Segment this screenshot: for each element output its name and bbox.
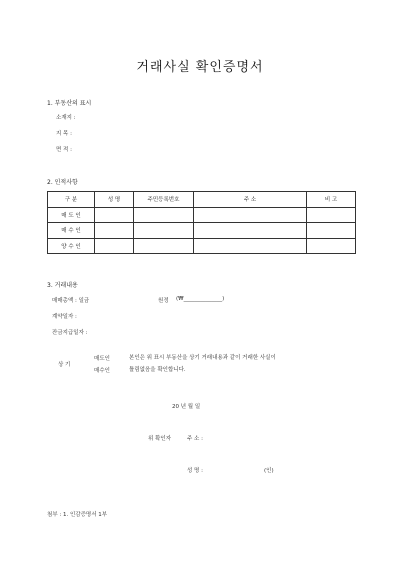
row-label-seller: 매 도 인 <box>48 207 95 223</box>
section1-heading: 1. 부동산의 표시 <box>47 100 92 107</box>
balance-date-field: 잔금지급일자 : <box>52 330 88 336</box>
confirmer-address: 주 소 : <box>187 436 203 442</box>
table-cell[interactable] <box>194 223 307 239</box>
header-address: 주 소 <box>194 192 307 208</box>
statement-seller: 매도인 <box>94 356 110 362</box>
land-category-field: 지 목 : <box>56 131 72 137</box>
table-cell[interactable] <box>134 238 194 254</box>
table-cell[interactable] <box>307 207 356 223</box>
section3-heading: 3. 거래내용 <box>47 282 78 289</box>
table-cell[interactable] <box>134 223 194 239</box>
parties-table <box>47 191 356 254</box>
table-cell[interactable] <box>95 238 134 254</box>
section2-heading: 2. 인적사항 <box>47 179 78 186</box>
statement-line1: 본인은 위 표시 부동산을 상기 거래내용과 같이 거래한 사실이 <box>129 355 276 361</box>
table-cell[interactable] <box>95 207 134 223</box>
amount-paren: (₩______________) <box>176 296 225 302</box>
row-label-buyer: 매 수 인 <box>48 223 95 239</box>
statement-label: 상 기 <box>58 362 71 368</box>
date-line: 20 년 월 일 <box>172 404 201 410</box>
table-cell[interactable] <box>95 223 134 239</box>
seal-mark: (인) <box>264 468 274 474</box>
confirmer-label: 위 확인자 <box>148 436 172 442</box>
table-cell[interactable] <box>307 238 356 254</box>
header-id-number: 주민등록번호 <box>134 192 194 208</box>
total-amount-label: 매매총액 : 일금 <box>52 298 90 304</box>
table-header-row <box>48 192 356 208</box>
table-cell[interactable] <box>307 223 356 239</box>
amount-unit-label: 원정 <box>158 298 169 304</box>
statement-buyer: 매수인 <box>94 368 110 374</box>
table-cell[interactable] <box>134 207 194 223</box>
location-field: 소재지 : <box>56 115 76 121</box>
confirmer-name: 성 명 : <box>187 468 203 474</box>
header-remarks: 비 고 <box>307 192 356 208</box>
document-title: 거래사실 확인증명서 <box>136 60 264 75</box>
header-category: 구 분 <box>48 192 95 208</box>
table-row <box>48 238 356 254</box>
statement-line2: 틀림없음을 확인합니다. <box>129 367 186 373</box>
attachment-note: 첨부 : 1. 인감증명서 1부 <box>47 512 108 518</box>
table-cell[interactable] <box>194 207 307 223</box>
area-field: 면 적 : <box>56 147 72 153</box>
header-name: 성 명 <box>95 192 134 208</box>
table-row <box>48 223 356 239</box>
row-label-transferee: 양 수 인 <box>48 238 95 254</box>
table-row <box>48 207 356 223</box>
table-cell[interactable] <box>194 238 307 254</box>
contract-date-field: 계약일자 : <box>52 314 77 320</box>
